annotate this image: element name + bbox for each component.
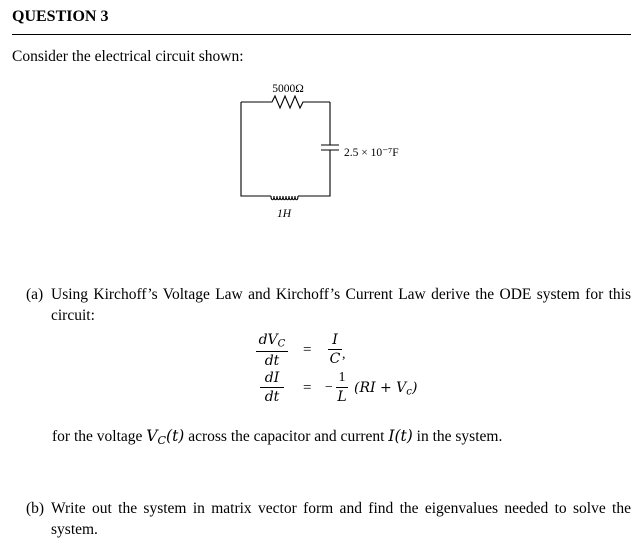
post-var-arg: (t) — [166, 427, 185, 445]
eq1-comma: , — [342, 347, 346, 362]
post-var2-arg: (t) — [394, 427, 413, 445]
circuit-diagram — [228, 80, 428, 230]
post-end: in the system. — [412, 428, 503, 445]
post-var: V — [146, 427, 158, 445]
part-a-label: (a) — [26, 286, 44, 303]
eq2-rhs-den: L — [337, 389, 347, 405]
eq2-rhs-paren — [354, 380, 417, 398]
inductor-symbol — [271, 196, 298, 200]
wire-right-bottom — [298, 150, 330, 196]
eq1-rhs-fraction — [328, 332, 342, 367]
part-a-variables-text — [52, 427, 502, 447]
eq2-lhs-num: dI — [264, 370, 280, 386]
eq1-lhs-den: dt — [264, 352, 280, 369]
part-a-text: Using Kirchoff’s Voltage Law and Kirchoff’s Current Law derive the ODE system for this circuit: — [51, 286, 631, 324]
eq2-rhs-fraction — [336, 370, 348, 405]
eq2-rhs-num: 1 — [338, 370, 346, 385]
eq2-paren-close: ) — [411, 380, 418, 396]
post-pre: for the voltage — [52, 428, 147, 445]
eq1-equals: = — [303, 342, 312, 358]
inductor-label: 1H — [276, 208, 292, 220]
ode-system — [230, 332, 490, 412]
part-a — [26, 284, 631, 326]
eq2-minus: − — [325, 380, 333, 395]
eq1-lhs-num-sub: C — [277, 338, 286, 350]
heading-rule — [12, 34, 631, 35]
eq2-lhs-den: dt — [264, 389, 280, 405]
circuit-svg — [228, 80, 428, 225]
eq1-rhs-den: C — [329, 351, 341, 367]
eq1-rhs-num: I — [332, 332, 338, 348]
question-heading: QUESTION 3 — [12, 8, 109, 25]
post-var-sub: C — [157, 433, 167, 447]
part-b-label: (b) — [26, 500, 45, 517]
question-intro: Consider the electrical circuit shown: — [12, 48, 244, 65]
eq2-lhs-fraction — [260, 370, 284, 405]
eq2-paren-sub: c — [406, 386, 412, 398]
resistor-symbol — [241, 96, 330, 108]
eq1-lhs-fraction — [256, 332, 288, 369]
resistor-label: 5000Ω — [272, 83, 304, 95]
part-b-text: Write out the system in matrix vector form and find the eigenvalues needed to solve the system. — [51, 500, 631, 538]
post-mid: across the capacitor and current — [184, 428, 389, 445]
post-var2: I — [388, 427, 395, 445]
eq1-lhs-num: dV — [258, 332, 278, 348]
wire-left — [241, 102, 271, 196]
part-b — [26, 498, 631, 540]
eq2-equals: = — [303, 380, 312, 396]
capacitor-label: 2.5 × 10⁻⁷F — [344, 147, 399, 159]
eq2-paren-open: (RI + V — [354, 380, 407, 396]
